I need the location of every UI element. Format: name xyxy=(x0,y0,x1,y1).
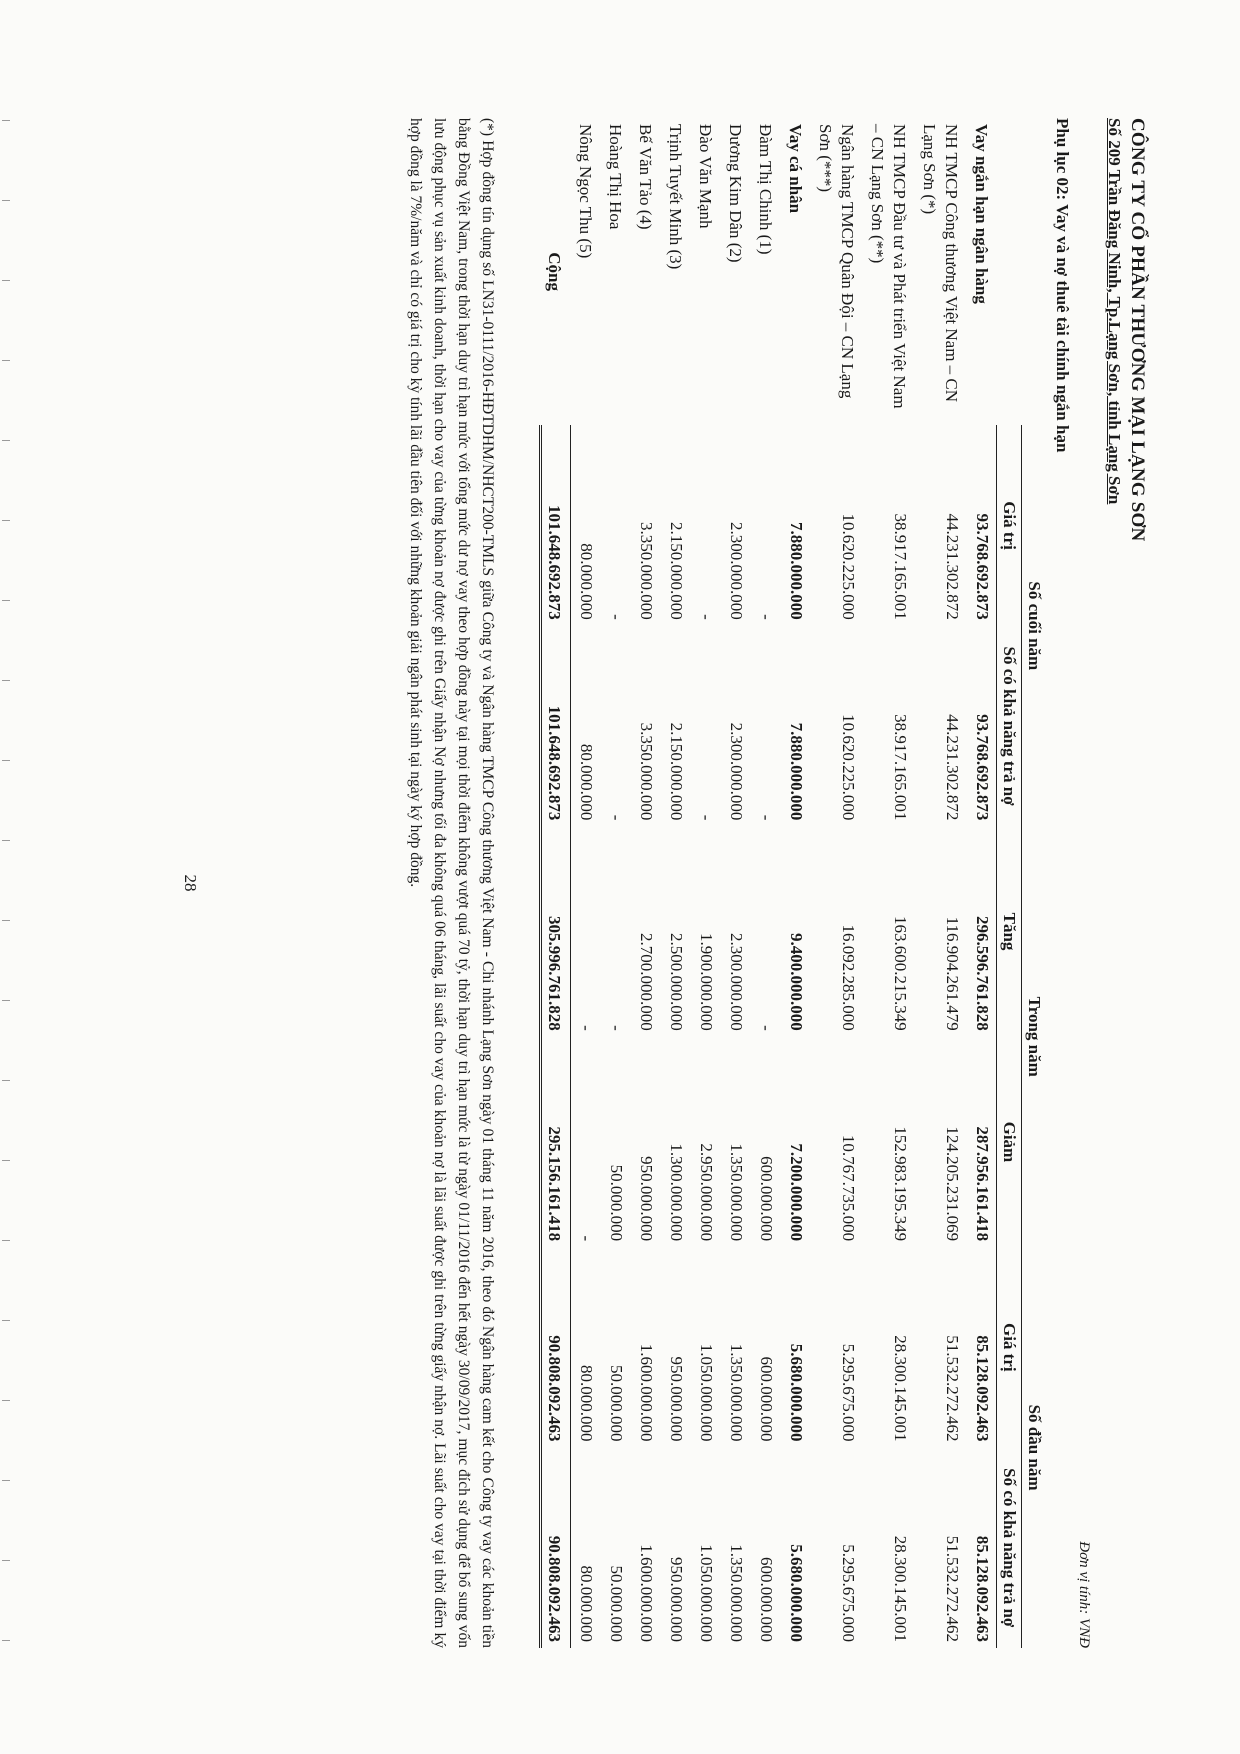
row-value: 116.904.261.479 xyxy=(943,916,963,1031)
row-value: - xyxy=(577,1025,597,1031)
row-value: 163.600.215.349 xyxy=(891,915,911,1031)
row-value: 51.532.272.462 xyxy=(943,1335,963,1442)
row-value: - xyxy=(757,814,777,821)
row-label: NH TMCP Đầu tư và Phát triển Việt Nam – CN Lạng Sơn (**) xyxy=(868,124,910,409)
row-value: 7.880.000.000 xyxy=(787,722,807,821)
row-value: 93.768.692.873 xyxy=(973,714,992,821)
row-value: 93.768.692.873 xyxy=(973,513,992,620)
sub-header-repayable-begin: Số có khả năng trả nợ xyxy=(997,1448,1022,1648)
appendix-title: Phụ lục 02: Vay và nợ thuê tài chính ngắn hạn xyxy=(1053,118,1072,453)
row-value: 10.620.225.000 xyxy=(839,513,859,620)
row-label: Vay ngắn hạn ngân hàng xyxy=(972,124,992,304)
table-row xyxy=(781,118,811,1648)
row-value: 2.150.000.000 xyxy=(667,722,687,821)
row-value: - xyxy=(607,814,627,821)
row-label: Dương Kim Dân (2) xyxy=(726,124,746,263)
sub-header-value-begin: Giá trị xyxy=(997,1247,1022,1447)
sub-header-value-end: Giá trị xyxy=(997,425,1022,626)
table-row xyxy=(601,118,631,1648)
loan-table xyxy=(539,118,1046,1648)
company-name: CÔNG TY CỔ PHẦN THƯƠNG MẠI LẠNG SƠN xyxy=(1127,118,1148,542)
row-value: 600.000.000 xyxy=(757,1557,777,1642)
sub-header-increase: Tăng xyxy=(997,826,1022,1036)
row-value: - xyxy=(757,614,777,620)
row-value: - xyxy=(697,814,717,821)
row-value: 85.128.092.463 xyxy=(973,1335,992,1442)
row-value: 85.128.092.463 xyxy=(973,1535,992,1642)
group-header-begin-year: Số đầu năm xyxy=(1022,1247,1047,1648)
group-header-end-year: Số cuối năm xyxy=(1022,425,1047,826)
table-row xyxy=(691,118,721,1648)
row-value: 80.000.000 xyxy=(577,1565,597,1642)
table-row xyxy=(863,118,915,1648)
table-row xyxy=(721,118,751,1648)
row-value: 2.150.000.000 xyxy=(667,522,687,620)
row-value: 1.350.000.000 xyxy=(727,1544,747,1642)
row-value: 2.300.000.000 xyxy=(727,522,747,620)
group-header-during-year: Trong năm xyxy=(1022,826,1047,1247)
row-value: 9.400.000.000 xyxy=(787,932,807,1031)
row-value: - xyxy=(577,1235,597,1242)
sub-header-repayable-end: Số có khả năng trả nợ xyxy=(997,626,1022,827)
row-value: 950.000.000 xyxy=(637,1156,657,1242)
row-value: 287.956.161.418 xyxy=(973,1126,992,1242)
row-value: 28.300.145.001 xyxy=(891,1335,911,1442)
row-value: 44.231.302.872 xyxy=(943,513,963,620)
sub-header-decrease: Giảm xyxy=(997,1037,1022,1247)
table-row xyxy=(811,118,863,1648)
currency-unit: Đơn vị tính: VNĐ xyxy=(1076,1541,1092,1648)
row-value: 7.880.000.000 xyxy=(787,522,807,620)
row-label: Nông Ngọc Thu (5) xyxy=(576,124,596,259)
table-row xyxy=(661,118,691,1648)
row-label: Vay cá nhân xyxy=(786,124,806,214)
table-row xyxy=(967,118,997,1648)
row-value: 38.917.165.001 xyxy=(891,513,911,620)
row-value: 80.000.000 xyxy=(577,543,597,620)
row-value: 1.050.000.000 xyxy=(697,1343,717,1442)
header-blank xyxy=(997,118,1047,425)
row-label: Hoàng Thị Hoa xyxy=(606,124,626,230)
row-value: 10.767.735.000 xyxy=(839,1134,859,1242)
table-row xyxy=(915,118,967,1648)
row-value: 3.350.000.000 xyxy=(637,722,657,821)
row-value: 1.600.000.000 xyxy=(637,1343,657,1442)
row-value: 5.295.675.000 xyxy=(839,1544,859,1642)
row-value: 44.231.302.872 xyxy=(943,714,963,821)
row-value: - xyxy=(757,1025,777,1031)
row-value: 38.917.165.001 xyxy=(891,714,911,821)
table-body xyxy=(571,118,997,1648)
row-value: 5.295.675.000 xyxy=(839,1343,859,1442)
table-row xyxy=(571,118,601,1648)
row-label: Đàm Thị Chinh (1) xyxy=(756,124,776,255)
row-value: 1.900.000.000 xyxy=(697,932,717,1031)
row-value: 600.000.000 xyxy=(757,1156,777,1242)
row-label: Đào Văn Mạnh xyxy=(696,124,716,229)
row-value: 10.620.225.000 xyxy=(839,714,859,821)
row-label: Trịnh Tuyết Minh (3) xyxy=(666,124,686,270)
company-address: Số 209 Trần Đăng Ninh, Tp.Lạng Sơn, tỉnh Lạng Sơn xyxy=(1105,118,1124,505)
row-value: 1.350.000.000 xyxy=(727,1343,747,1442)
row-value: 5.680.000.000 xyxy=(787,1343,807,1442)
row-value: 152.983.195.349 xyxy=(891,1126,911,1242)
row-value: 2.300.000.000 xyxy=(727,932,747,1031)
total-row xyxy=(541,118,571,1648)
page-number: 28 xyxy=(181,874,200,892)
row-value: 50.000.000 xyxy=(607,1565,627,1642)
total-repayable-end: 101.648.692.873 xyxy=(541,626,571,827)
row-value: 80.000.000 xyxy=(577,1365,597,1442)
row-value: 950.000.000 xyxy=(667,1356,687,1442)
row-value: 1.350.000.000 xyxy=(727,1143,747,1242)
footnote: (*) Hợp đồng tín dụng số LN31-0111/2016-HĐTDHM/NHCT200-TMLS giữa Công ty và Ngân hàng TMCP Công thương Việt Nam - Chi nhánh Lạng Sơn ngày 01 tháng 11 năm 2016, theo đó Ngân hàng cam kết cho Công ty vay các khoản tiền bằng Đồng Việt Nam, trong thời hạn duy trì hạn mức với tổng mức dư nợ vay theo hợp đồng này tại mọi thời điểm không vượt quá 70 tỷ, thời hạn duy trì hạn mức là từ ngày 01/11/2016 đến hết ngày 30/09/2017, mục đích sử dụng để bổ sung vốn lưu động phục vụ sản xuất kinh doanh, thời hạn cho vay của từng khoản nợ được ghi trên Giấy nhận Nợ nhưng tối đa không quá 06 tháng, lãi suất cho vay của khoản nợ là lãi suất được ghi trên từng giấy nhận nợ. Lãi suất cho vay tại thời điểm ký hợp đồng là 7%/năm và chỉ có giá trị cho kỳ tính lãi đầu tiên đối với những khoản giải ngân phát sinh tại ngày ký hợp đồng. xyxy=(407,118,496,1648)
row-value: 50.000.000 xyxy=(607,1164,627,1242)
row-value: 2.500.000.000 xyxy=(667,932,687,1031)
row-value: - xyxy=(697,614,717,620)
row-value: 2.700.000.000 xyxy=(637,932,657,1031)
row-value: 51.532.272.462 xyxy=(943,1535,963,1642)
row-value: 600.000.000 xyxy=(757,1356,777,1442)
row-value: 1.600.000.000 xyxy=(637,1544,657,1642)
row-value: 1.300.000.000 xyxy=(667,1143,687,1242)
total-repayable-begin: 90.808.092.463 xyxy=(541,1448,571,1648)
row-value: 124.205.231.069 xyxy=(943,1126,963,1242)
total-value-end: 101.648.692.873 xyxy=(541,425,571,626)
row-value: - xyxy=(607,614,627,620)
row-label: NH TMCP Công thương Việt Nam – CN Lạng Sơn (*) xyxy=(920,124,962,403)
row-value: 2.950.000.000 xyxy=(697,1143,717,1242)
total-increase: 305.996.761.828 xyxy=(541,826,571,1036)
row-value: 5.680.000.000 xyxy=(787,1544,807,1642)
row-value: 16.092.285.000 xyxy=(839,924,859,1031)
row-label: Ngân hàng TMCP Quân Đội – CN Lạng Sơn (***) xyxy=(816,124,858,399)
row-label: Bế Văn Tảo (4) xyxy=(636,124,656,230)
total-label: Cộng xyxy=(545,252,565,291)
total-decrease: 295.156.161.418 xyxy=(541,1037,571,1247)
row-value: 28.300.145.001 xyxy=(891,1535,911,1642)
row-value: 950.000.000 xyxy=(667,1557,687,1642)
row-value: 7.200.000.000 xyxy=(787,1143,807,1242)
table-row xyxy=(631,118,661,1648)
row-value: - xyxy=(607,1025,627,1031)
row-value: 50.000.000 xyxy=(607,1365,627,1442)
total-value-begin: 90.808.092.463 xyxy=(541,1247,571,1447)
row-value: 3.350.000.000 xyxy=(637,522,657,620)
row-value: 296.596.761.828 xyxy=(973,915,992,1031)
table-row xyxy=(751,118,781,1648)
row-value: 1.050.000.000 xyxy=(697,1544,717,1642)
content-area xyxy=(403,118,1148,1648)
row-value: 80.000.000 xyxy=(577,743,597,821)
row-value: 2.300.000.000 xyxy=(727,722,747,821)
